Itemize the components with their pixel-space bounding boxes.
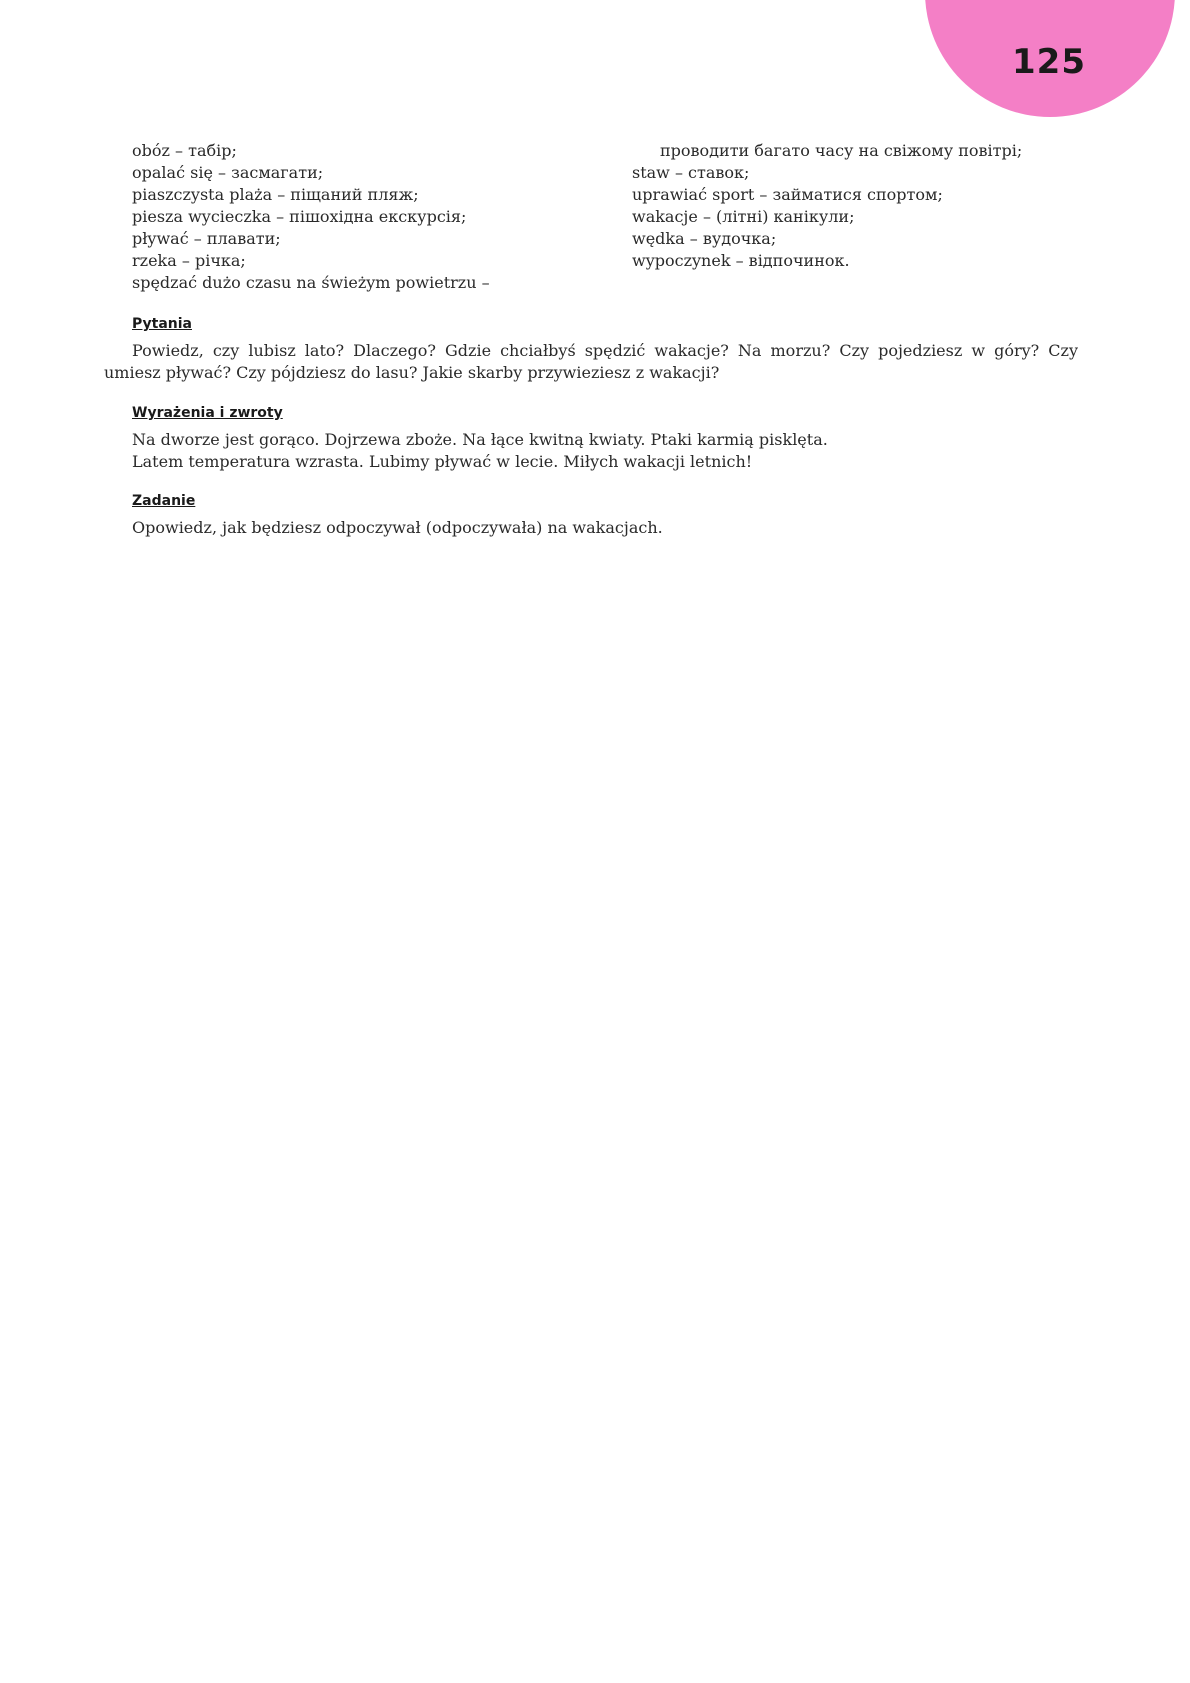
vocabulary-item: wakacje – (літні) канікули; (632, 207, 855, 226)
vocabulary-column-left (132, 140, 592, 294)
task-section (104, 490, 1078, 539)
vocabulary-item: проводити багато часу на свіжому повітрі; (660, 141, 1023, 160)
expressions-section (104, 402, 1078, 473)
expressions-heading: Wyrażenia i zwroty (132, 405, 283, 421)
vocabulary-item: opalać się – засмагати; (132, 163, 324, 182)
page-number: 125 (1012, 42, 1086, 82)
vocabulary-item: rzeka – річка; (132, 251, 246, 270)
questions-heading: Pytania (132, 316, 192, 332)
vocabulary-item: pływać – плавати; (132, 229, 281, 248)
task-text: Opowiedz, jak będziesz odpoczywał (odpoczywała) na wakacjach. (132, 518, 663, 537)
vocabulary-column-right (632, 140, 1102, 272)
expression-line: Na dworze jest gorąco. Dojrzewa zboże. Na łące kwitną kwiaty. Ptaki karmią pisklęta. (132, 430, 828, 449)
vocabulary-item: wędka – вудочка; (632, 229, 777, 248)
task-heading: Zadanie (132, 493, 196, 509)
expression-line: Latem temperatura wzrasta. Lubimy pływać w lecie. Miłych wakacji letnich! (132, 452, 753, 471)
questions-text: Powiedz, czy lubisz lato? Dlaczego? Gdzie chciałbyś spędzić wakacje? Na morzu? Czy pojedziesz w góry? Czy umiesz pływać? Czy pójdziesz do lasu? Jakie skarby przywieziesz z wakacji? (104, 341, 1078, 382)
vocabulary-item: uprawiać sport – займатися спортом; (632, 185, 943, 204)
vocabulary-item: piaszczysta plaża – піщаний пляж; (132, 185, 419, 204)
vocabulary-item: spędzać dużo czasu na świeżym powietrzu – (132, 273, 490, 292)
vocabulary-item: piesza wycieczka – пішохідна екскурсія; (132, 207, 467, 226)
vocabulary-item: wypoczynek – відпочинок. (632, 251, 850, 270)
vocabulary-item: obóz – табір; (132, 141, 237, 160)
questions-section (104, 313, 1078, 384)
vocabulary-item: staw – ставок; (632, 163, 750, 182)
